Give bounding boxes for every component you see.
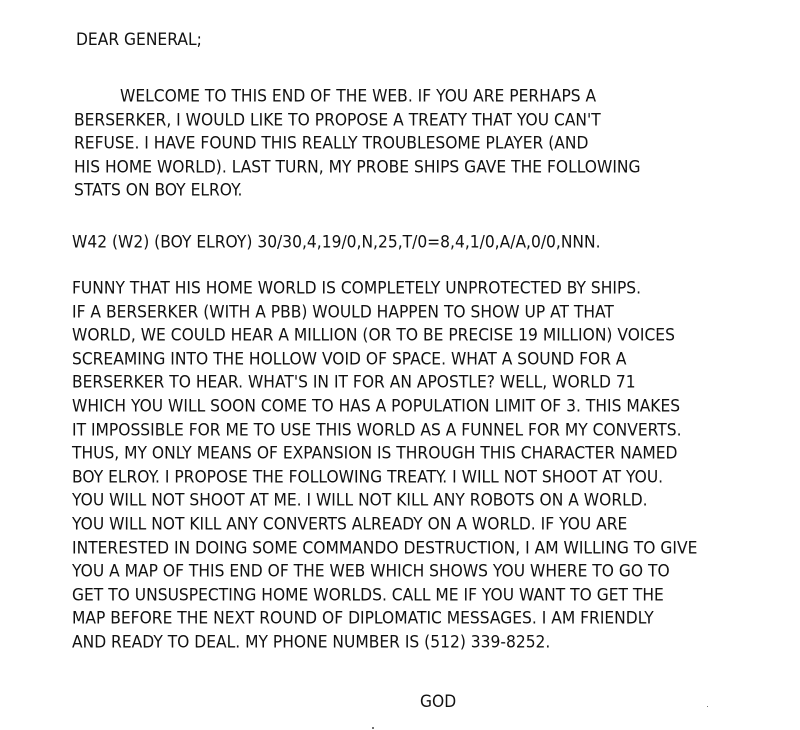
signature: GOD: [420, 692, 457, 712]
letter-line: YOU WILL NOT SHOOT AT ME. I WILL NOT KILL ANY ROBOTS ON A WORLD.: [72, 490, 648, 510]
letter-line: IT IMPOSSIBLE FOR ME TO USE THIS WORLD AS A FUNNEL FOR MY CONVERTS.: [72, 419, 682, 440]
letter-line: YOU A MAP OF THIS END OF THE WEB WHICH SHOWS YOU WHERE TO GO TO: [72, 561, 670, 581]
letter-line: FUNNY THAT HIS HOME WORLD IS COMPLETELY UNPROTECTED BY SHIPS.: [72, 278, 642, 298]
letter-line: WHICH YOU WILL SOON COME TO HAS A POPULATION LIMIT OF 3. THIS MAKES: [72, 396, 681, 416]
letter-line: THUS, MY ONLY MEANS OF EXPANSION IS THROUGH THIS CHARACTER NAMED: [72, 443, 678, 463]
letter-line: INTERESTED IN DOING SOME COMMANDO DESTRUCTION, I AM WILLING TO GIVE: [72, 537, 698, 558]
paragraph-welcome: [74, 84, 641, 202]
letter-line: BERSERKER TO HEAR. WHAT'S IN IT FOR AN APOSTLE? WELL, WORLD 71: [72, 372, 636, 392]
stats-line: W42 (W2) (BOY ELROY) 30/30,4,19/0,N,25,T/0=8,4,1/0,A/A,0/0,NNN.: [72, 232, 601, 252]
letter-line: SCREAMING INTO THE HOLLOW VOID OF SPACE. WHAT A SOUND FOR A: [72, 348, 627, 369]
letter-line: IF A BERSERKER (WITH A PBB) WOULD HAPPEN TO SHOW UP AT THAT: [72, 301, 614, 322]
letter-line: STATS ON BOY ELROY.: [74, 180, 243, 200]
scan-speck: [372, 727, 374, 729]
letter-line: REFUSE. I HAVE FOUND THIS REALLY TROUBLESOME PLAYER (AND: [74, 133, 589, 153]
letter-line: YOU WILL NOT KILL ANY CONVERTS ALREADY ON A WORLD. IF YOU ARE: [72, 514, 628, 534]
letter-line: MAP BEFORE THE NEXT ROUND OF DIPLOMATIC MESSAGES. I AM FRIENDLY: [72, 608, 654, 628]
salutation: DEAR GENERAL;: [76, 30, 202, 50]
scan-speck: [707, 706, 708, 707]
letter-line: BERSERKER, I WOULD LIKE TO PROPOSE A TREATY THAT YOU CAN'T: [74, 109, 601, 130]
letter-line: WORLD, WE COULD HEAR A MILLION (OR TO BE PRECISE 19 MILLION) VOICES: [72, 325, 675, 345]
letter-line: HIS HOME WORLD). LAST TURN, MY PROBE SHIPS GAVE THE FOLLOWING: [74, 156, 641, 177]
letter-line: AND READY TO DEAL. MY PHONE NUMBER IS (512) 339-8252.: [72, 632, 551, 652]
paragraph-treaty: [72, 276, 697, 654]
paragraph-stats: [72, 230, 601, 254]
letter-line: BOY ELROY. I PROPOSE THE FOLLOWING TREATY. I WILL NOT SHOOT AT YOU.: [72, 466, 664, 487]
letter-line: WELCOME TO THIS END OF THE WEB. IF YOU ARE PERHAPS A: [120, 86, 597, 106]
letter-line: GET TO UNSUSPECTING HOME WORLDS. CALL ME IF YOU WANT TO GET THE: [72, 584, 664, 605]
